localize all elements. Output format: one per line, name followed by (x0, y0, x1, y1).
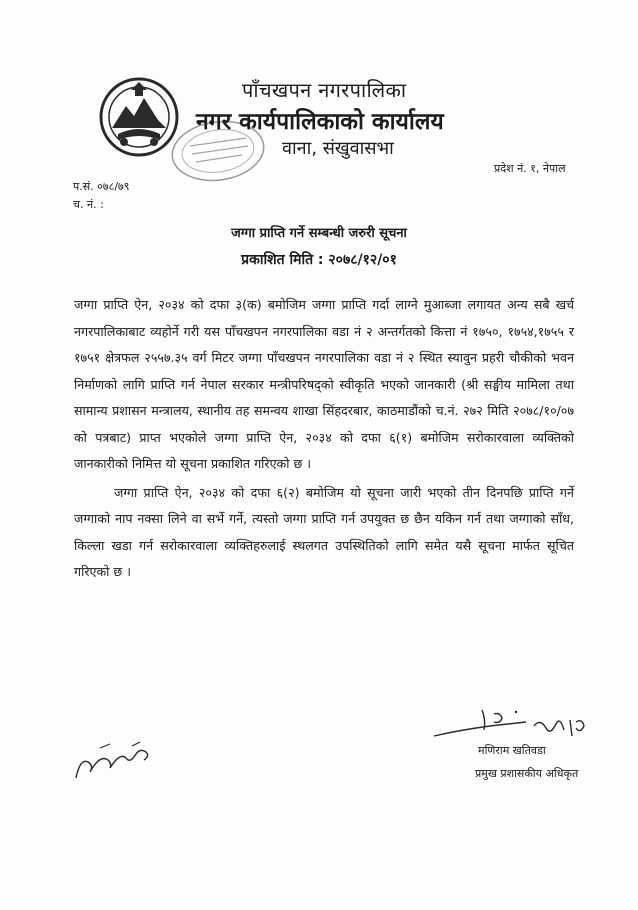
municipality-name: पाँचखपन नगरपालिका (242, 78, 407, 102)
signatory-name: मणिराम खतिवडा (478, 744, 546, 757)
office-address: वाना, संखुवासभा (282, 138, 394, 159)
notice-body (74, 292, 574, 586)
notice-subject: जग्गा प्राप्ति गर्ने सम्बन्धी जरुरी सूचना (231, 226, 407, 241)
published-date: प्रकाशित मिति : २०७८/१२/०१ (241, 252, 397, 268)
dispatch-number: च. नं. : (73, 198, 104, 211)
reference-block (73, 178, 129, 214)
paragraph-2: जग्गा प्राप्ति ऐन, २०३४ को दफा ६(२) बमोजिम यो सूचना जारी भएको तीन दिनपछि प्राप्ति गर्ने जग्गाको नाप नक्सा लिने वा सर्भे गर्ने, त्यस्तो जग्गा प्राप्ति गर्न उपयुक्त छ छैन यकिन गर्न तथा जग्गाको साँध, किल्ला खडा गर्न सरोकारवाला व्यक्तिहरुलाई स्थलगत उपस्थितिको लागि समेत यसै सूचना मार्फत सूचित गरिएको छ । (74, 484, 574, 579)
letter-number: प.सं. ०७८/७९ (73, 180, 130, 193)
signatory-title: प्रमुख प्रशासकीय अधिकृत (475, 767, 579, 780)
signature-icon (430, 700, 590, 746)
province-label: प्रदेश नं. १, नेपाल (494, 162, 566, 175)
paragraph-1: जग्गा प्राप्ति ऐन, २०३४ को दफा ३(क) बमोजिम जग्गा प्राप्ति गर्दा लाग्ने मुआब्जा लगायत अन्य सबै खर्च नगरपालिकाबाट व्यहोर्ने गरी यस पाँचखपन नगरपालिका वडा नं २ अन्तर्गतको कित्ता नं १७५०, १७५४,१७५५ र १७५१ क्षेत्रफल २५५७.३५ वर्ग मिटर जग्गा पाँचखपन नगरपालिका वडा नं २ स्थित स्यावुन प्रहरी चौकीको भवन निर्माणको लागि प्राप्ति गर्न नेपाल सरकार मन्त्रीपरिषद्को स्वीकृति भएको जानकारी (श्री सङ्घीय मामिला तथा सामान्य प्रशासन मन्त्रालय, स्थानीय तह समन्वय शाखा सिंहदरबार, काठमाडौंको च.नं. २७२ मिति २०७८/१०/०७ को पत्रबाट) प्राप्त भएकोले जग्गा प्राप्ति ऐन, २०३४ को दफा ६(१) बमोजिम सरोकारवाला व्यक्तिको जानकारीको निमित्त यो सूचना प्रकाशित गरिएको छ । (74, 297, 574, 471)
office-name: नगर कार्यपालिकाको कार्यालय (196, 109, 444, 135)
initials-icon (70, 738, 160, 782)
